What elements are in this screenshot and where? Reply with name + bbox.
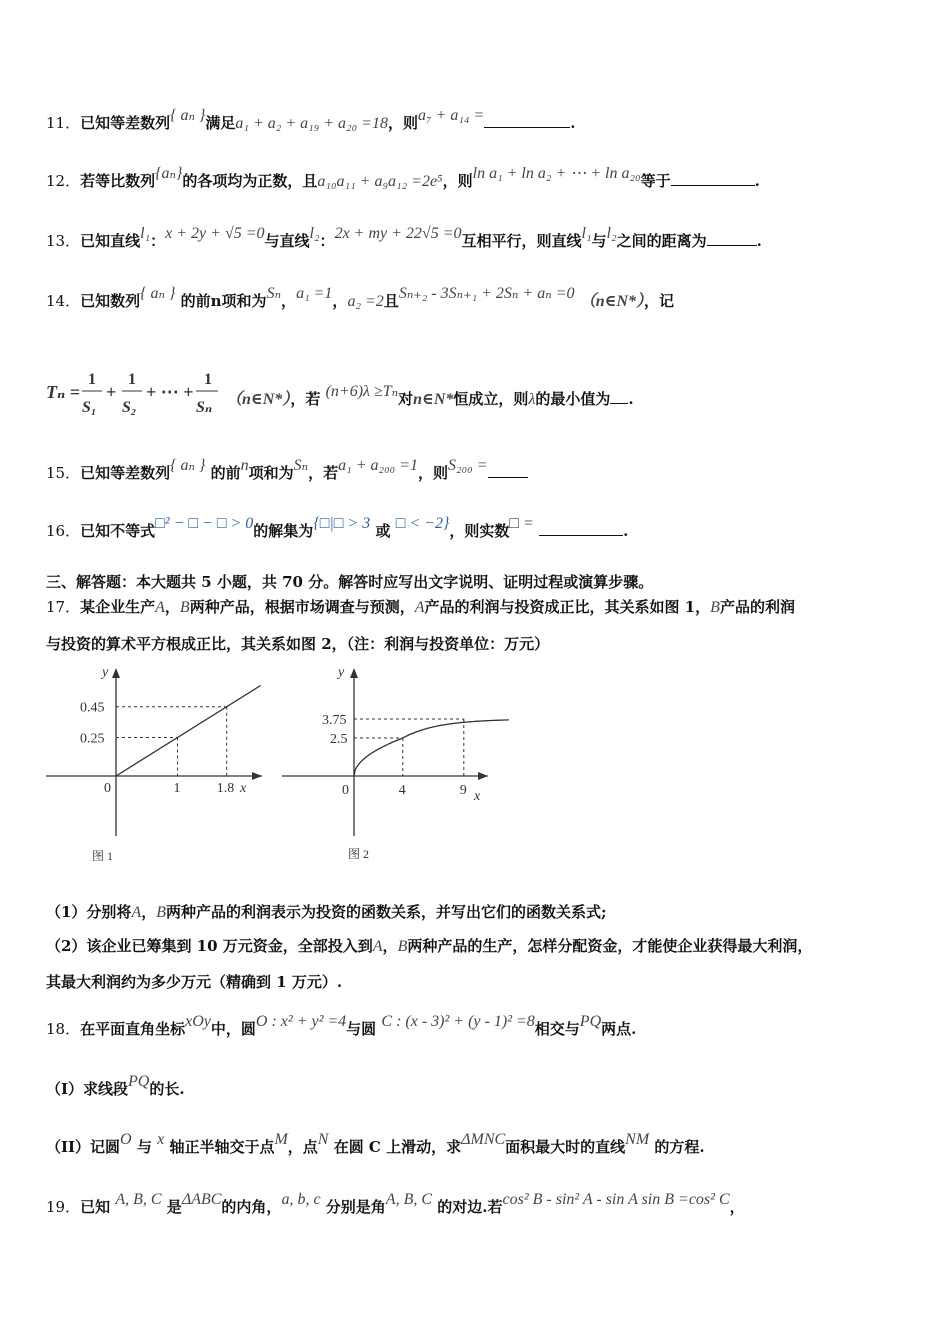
figure-caption: 图 1: [92, 849, 114, 863]
section-heading: 三、解答题：本大题共 5 小题，共 70 分。解答时应写出文字说明、证明过程或演算步骤。: [46, 573, 654, 591]
text: 产品的利润与投资成正比，其关系如图 1，: [424, 598, 711, 616]
math-expr: a₇ + a₁₄ =: [417, 107, 485, 124]
math-condition: a₁ =1: [296, 285, 333, 302]
text: ，若: [290, 390, 321, 408]
text: ，: [729, 1198, 745, 1216]
text: ，: [382, 937, 398, 955]
text: 两种产品的利润表示为投资的函数关系，并写出它们的函数关系式;: [166, 903, 607, 921]
text: 轴正半轴交于点: [169, 1138, 275, 1156]
denominator: S₂: [122, 399, 137, 416]
text: （1）分别将: [46, 903, 132, 921]
dots: + ⋯ +: [146, 382, 194, 402]
text: 与直线: [264, 232, 310, 250]
tn-formula: [46, 368, 236, 418]
text: 项和为: [248, 464, 294, 482]
series-curve: [354, 720, 509, 776]
math-l1-eq: x + 2y + √5 =0: [165, 225, 265, 242]
plot-area: [322, 713, 509, 798]
figure-2: [276, 660, 516, 870]
figure-1: [40, 660, 270, 870]
math-a: A: [372, 938, 383, 955]
text: ，则: [387, 114, 418, 132]
text: 的方程.: [654, 1138, 705, 1156]
text: ，则: [418, 464, 449, 482]
text: .: [623, 522, 629, 540]
answer-blank[interactable]: [671, 185, 755, 186]
text: ，: [164, 598, 180, 616]
text: 与: [136, 1138, 152, 1156]
question-number: 15．: [46, 464, 81, 482]
text: 的解集为: [253, 522, 314, 540]
math-n: n: [240, 457, 249, 474]
y-tick-label: 2.5: [330, 732, 348, 747]
math-seq: { aₙ }: [170, 457, 206, 474]
math-inequality: (n+6)λ ≥Tₙ: [325, 383, 399, 400]
text: 是: [166, 1198, 182, 1216]
text: 已知等差数列: [80, 114, 171, 132]
math-m: M: [274, 1131, 288, 1148]
text: 的前: [180, 292, 211, 310]
question-18-part2: [46, 1131, 910, 1159]
math-nm: NM: [625, 1131, 650, 1148]
text: 若等比数列: [80, 172, 156, 190]
math-n: N: [317, 1131, 329, 1148]
math-circle-o: O : x² + y² =4: [255, 1013, 347, 1030]
plot-area: [80, 686, 261, 796]
numerator: 1: [128, 371, 136, 388]
text: 且: [383, 292, 399, 310]
question-13: 13．已知直线l₁：x + 2y + √5 =0与直线l₂：2x + my + 22√5 =0互相平行，则直线l₁与l₂之间的距离为 .: [46, 225, 762, 250]
question-number: 19．: [46, 1198, 81, 1216]
question-11: [46, 107, 910, 135]
question-18-part1: [46, 1073, 910, 1101]
series-line: [116, 686, 261, 776]
text: 已知数列: [80, 292, 141, 310]
math-var: □ =: [509, 515, 534, 532]
x-tick-label: 9: [459, 783, 467, 798]
math-pq: PQ: [128, 1073, 150, 1090]
text: ，: [141, 903, 157, 921]
text: 中，圆: [210, 1020, 256, 1038]
question-17-line2: 与投资的算术平方根成正比，其关系如图 2，（注：利润与投资单位：万元）: [46, 635, 550, 653]
math-a: A: [155, 599, 165, 616]
text: （II）记圆: [46, 1138, 121, 1156]
question-19: [46, 1191, 910, 1219]
text: 之间的距离为: [616, 232, 707, 250]
math-a: A: [131, 904, 142, 921]
math-seq: { aₙ }: [140, 285, 176, 302]
math-l2-eq: 2x + my + 22√5 =0: [334, 225, 462, 242]
math-condition: a₂ =2: [347, 293, 384, 310]
text: 在平面直角坐标: [80, 1020, 186, 1038]
text: 的对边.若: [437, 1198, 503, 1216]
answer-blank[interactable]: [610, 403, 628, 404]
math-b: B: [397, 938, 408, 955]
math-recurrence: Sₙ₊₂ - 3Sₙ₊₁ + 2Sₙ + aₙ =0: [398, 285, 575, 302]
answer-blank[interactable]: [707, 245, 757, 246]
numerator: 1: [204, 371, 212, 388]
text: 等于: [640, 172, 671, 190]
math-lambda: λ: [528, 391, 536, 408]
math-domain: （n∈N*）: [579, 293, 645, 310]
text: 项和为: [221, 292, 267, 310]
math-condition: a₁ + a₂ + a₁₉ + a₂₀ =18: [235, 115, 388, 132]
math-pq: PQ: [579, 1013, 602, 1030]
math-domain: n∈N*: [413, 391, 454, 408]
math-domain: （n∈N*）: [226, 391, 291, 408]
numerator: 1: [88, 371, 96, 388]
math-angles: A, B, C: [385, 1191, 433, 1208]
origin-label: 0: [342, 783, 349, 798]
question-number: 11．: [46, 114, 81, 132]
text: n: [210, 292, 222, 310]
text: 与: [591, 232, 607, 250]
math-angles: A, B, C: [115, 1191, 162, 1208]
question-number: 12．: [46, 172, 81, 190]
math-circle-c: C : (x - 3)² + (y - 1)² =8: [381, 1013, 535, 1030]
question-number: 18．: [46, 1020, 81, 1038]
text: ，若: [308, 464, 339, 482]
x-label: x: [474, 789, 481, 804]
math-expr: S₂₀₀ =: [448, 457, 488, 474]
math-seq: { aₙ }: [170, 107, 206, 124]
figure-caption: 图 2: [348, 847, 370, 861]
math-l2: l₂: [606, 225, 617, 242]
x-tick-label: 1.8: [216, 781, 235, 796]
question-16: [46, 515, 910, 543]
answer-blank[interactable]: [539, 535, 623, 536]
text: 已知直线: [80, 232, 141, 250]
math-b: B: [156, 904, 167, 921]
text: 产品的利润: [719, 598, 795, 616]
x-axis-arrow: [478, 772, 488, 780]
origin-label: 0: [104, 781, 111, 796]
question-number: 13．: [46, 232, 81, 250]
math-x: x: [157, 1131, 165, 1148]
answer-blank[interactable]: [484, 127, 570, 128]
math-l2: l₂: [309, 225, 320, 242]
x-tick-label: 4: [398, 783, 406, 798]
text: 分别是角: [325, 1198, 386, 1216]
tn-label: Tₙ =: [46, 382, 80, 402]
math-sides: a, b, c: [281, 1191, 321, 1208]
x-label: x: [240, 781, 247, 796]
text: 已知等差数列: [80, 464, 171, 482]
x-tick-label: 1: [173, 781, 181, 796]
question-12: [46, 165, 910, 193]
y-label: y: [338, 665, 345, 680]
y-tick-label: 3.75: [322, 713, 347, 728]
math-triangle: ΔMNC: [461, 1131, 506, 1148]
text: 或: [375, 522, 391, 540]
math-set: □ < −2}: [395, 515, 450, 532]
math-expr: ln a₁ + ln a₂ + ⋯ + ln a₂₀: [472, 165, 641, 182]
text: 已知: [80, 1198, 111, 1216]
text: ，则实数: [449, 522, 510, 540]
question-15: [46, 457, 910, 485]
math-b: B: [710, 599, 720, 616]
question-17-part1: [46, 901, 910, 924]
math-l1: l₁: [581, 225, 592, 242]
y-tick-label: 0.25: [80, 731, 105, 747]
answer-blank[interactable]: [488, 477, 528, 478]
math-inequality: □² − □ − □ > 0: [155, 515, 254, 532]
y-tick-label: 0.45: [80, 700, 105, 716]
text: 在圆 C 上滑动，求: [333, 1138, 462, 1156]
text: 相交与: [534, 1020, 580, 1038]
math-set: {□|□ > 3: [313, 515, 371, 532]
question-number: 17．: [46, 598, 81, 616]
text: （I）求线段: [46, 1080, 129, 1098]
question-number: 16．: [46, 522, 81, 540]
text: 已知不等式: [80, 522, 156, 540]
text: 面积最大时的直线: [505, 1138, 626, 1156]
math-condition: a₁ + a₂₀₀ =1: [338, 457, 418, 474]
y-axis-arrow: [112, 668, 120, 678]
plus-sign: +: [106, 382, 117, 402]
text: .: [756, 232, 762, 250]
question-18: [46, 1013, 910, 1041]
text: 两种产品的生产，怎样分配资金，才能使企业获得最大利润，: [407, 937, 813, 955]
text: 的前: [210, 464, 241, 482]
text: 的内角，: [221, 1198, 282, 1216]
question-17-part2-cont: 其最大利润约为多少万元（精确到 1 万元）.: [46, 973, 343, 991]
text: ，点: [287, 1138, 318, 1156]
text: ，则: [442, 172, 473, 190]
y-axis-arrow: [350, 668, 358, 678]
math-triangle: ΔABC: [181, 1191, 222, 1208]
text: .: [628, 390, 634, 408]
math-condition: a₁₀a₁₁ + a₉a₁₂ =2e⁵: [317, 173, 443, 190]
math-l1: l₁: [140, 225, 151, 242]
math-a: A: [414, 599, 425, 616]
text: 的各项均为正数，且: [182, 172, 318, 190]
text: 的长.: [149, 1080, 185, 1098]
math-xoy: xOy: [185, 1013, 211, 1030]
question-number: 14．: [46, 292, 81, 310]
y-label: y: [102, 665, 109, 680]
text: 对: [398, 390, 414, 408]
text: 恒成立，则: [453, 390, 529, 408]
math-sn: Sₙ: [293, 457, 309, 474]
text: 与圆: [346, 1020, 377, 1038]
denominator: Sₙ: [196, 399, 213, 416]
question-14-continued: [46, 368, 910, 418]
x-axis-arrow: [252, 772, 262, 780]
math-b: B: [179, 599, 190, 616]
text: 某企业生产: [80, 598, 156, 616]
question-17: [46, 596, 910, 619]
text: .: [754, 172, 760, 190]
denominator: S₁: [82, 399, 97, 416]
text: ，记: [644, 292, 675, 310]
text: （2）该企业已筹集到 10 万元资金，全部投入到: [46, 937, 373, 955]
math-seq: {aₙ}: [155, 165, 183, 182]
question-14: 14．已知数列{ aₙ } 的前n项和为Sₙ，a₁ =1，a₂ =2且Sₙ₊₂ - 3Sₙ₊₁ + 2Sₙ + aₙ =0 （n∈N*），记: [46, 285, 675, 310]
math-o: O: [120, 1131, 132, 1148]
text: 两种产品，根据市场调查与预测，: [189, 598, 415, 616]
text: 两点.: [601, 1020, 637, 1038]
math-sn: Sₙ: [266, 285, 282, 302]
question-17-part2: [46, 935, 910, 958]
text: .: [570, 114, 576, 132]
text: 互相平行，则直线: [461, 232, 582, 250]
math-equation: cos² B - sin² A - sin A sin B =cos² C: [502, 1191, 730, 1208]
text: 的最小值为: [535, 390, 611, 408]
text: 满足: [205, 114, 236, 132]
q14b-text: [226, 383, 634, 411]
